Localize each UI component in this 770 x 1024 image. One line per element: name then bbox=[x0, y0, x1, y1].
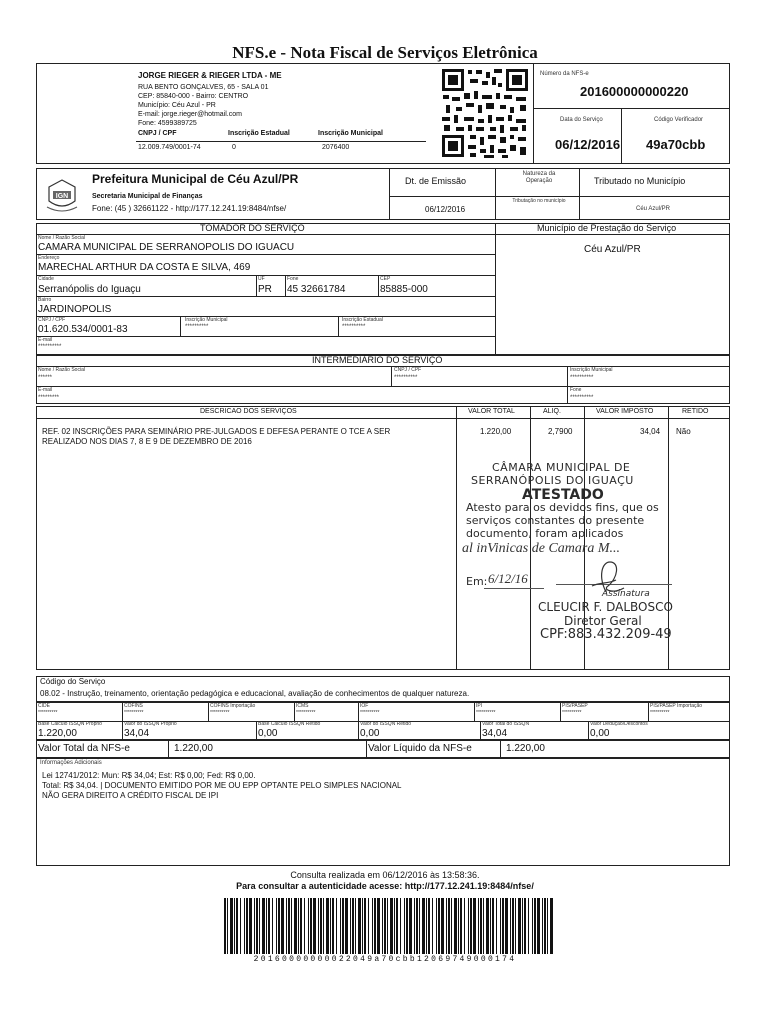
emitente-cnpj: 12.009.749/0001-74 bbox=[138, 144, 201, 151]
imposto-cofins: ********** bbox=[124, 710, 144, 716]
dt-emissao-label: Dt. de Emissão bbox=[405, 176, 467, 186]
municipio-prestacao-header: Município de Prestação do Serviço bbox=[537, 223, 677, 233]
servicos-header-retido: RETIDO bbox=[682, 408, 709, 415]
data-servico-label: Data do Serviço bbox=[560, 117, 603, 123]
emitente-fone: Fone: 4599389725 bbox=[138, 120, 197, 127]
carimbo-em-label: Em: bbox=[466, 575, 488, 588]
tomador-uf: PR bbox=[258, 284, 272, 295]
svg-text:IGN: IGN bbox=[55, 193, 69, 200]
tomador-ie-label: Inscrição Estadual bbox=[342, 317, 383, 323]
intermediario-fone: ********** bbox=[570, 395, 594, 401]
imposto-icms-label: ICMS bbox=[296, 703, 309, 709]
carimbo-l6: documento, foram aplicados bbox=[466, 527, 624, 540]
emitente-im: 2076400 bbox=[322, 144, 350, 151]
prefeitura-brasao-icon bbox=[45, 177, 79, 213]
imposto-ipi: ********** bbox=[476, 710, 496, 716]
deducoes: 0,00 bbox=[590, 728, 610, 739]
imposto-pis-imp-label: PIS/PASEP Importação bbox=[650, 703, 703, 709]
municipio-prestacao: Céu Azul/PR bbox=[584, 244, 641, 255]
emitente-im-label: Inscrição Municipal bbox=[318, 130, 383, 137]
natureza-label: Natureza da Operação bbox=[522, 171, 556, 184]
imposto-pis-label: PIS/PASEP bbox=[562, 703, 588, 709]
servicos-header-descricao: DESCRICAO DOS SERVIÇOS bbox=[200, 408, 297, 415]
tomador-nome-label: Nome / Razão Social bbox=[38, 235, 85, 241]
intermediario-nome-label: Nome / Razão Social bbox=[38, 367, 85, 373]
emitente-municipio: Município: Céu Azul - PR bbox=[138, 102, 216, 109]
servico-descricao-l2: REALIZADO NOS DIAS 7, 8 E 9 DE DEZEMBRO DE 2016 bbox=[42, 437, 252, 446]
valor-issqn-label: Valor do ISSQN Próprio bbox=[124, 721, 177, 727]
tomador-bairro: JARDINOPOLIS bbox=[38, 304, 112, 315]
intermediario-nome: ****** bbox=[38, 375, 53, 381]
liquido-nfse: 1.220,00 bbox=[506, 743, 545, 754]
codigo-servico-texto: 08.02 - Instrução, treinamento, orientação pedagógica e educacional, avaliação de conhecimentos de qualquer natureza. bbox=[40, 689, 470, 698]
servico-valor-total: 1.220,00 bbox=[480, 427, 512, 436]
carimbo-l5: serviços constantes do presente bbox=[466, 514, 645, 527]
imposto-ipi-label: IPI bbox=[476, 703, 483, 709]
info-label: Informações Adicionais bbox=[40, 760, 102, 766]
consulta-realizada: Consulta realizada em 06/12/2016 às 13:58:36. bbox=[290, 870, 480, 880]
carimbo-cpf: CPF:883.432.209-49 bbox=[540, 627, 672, 642]
carimbo-em-data: 6/12/16 bbox=[488, 571, 528, 586]
tomador-cidade: Serranópolis do Iguaçu bbox=[38, 284, 141, 295]
barcode-number: 20160000000022049a70cbb12069749000174 bbox=[253, 955, 517, 964]
tomador-fone: 45 32661784 bbox=[287, 284, 346, 295]
imposto-cide-label: CIDE bbox=[38, 703, 50, 709]
servico-descricao-l1: REF. 02 INSCRIÇÕES PARA SEMINÁRIO PRE-JULGADOS E DEFESA PERANTE O TCE A SER bbox=[42, 427, 391, 436]
tomador-im-label: Inscrição Municipal bbox=[185, 317, 228, 323]
emitente-ie: 0 bbox=[232, 144, 236, 151]
numero-nfse: 201600000000220 bbox=[580, 84, 689, 99]
servicos-header-imposto: VALOR IMPOSTO bbox=[596, 408, 654, 415]
intermediario-fone-label: Fone bbox=[570, 387, 582, 393]
codigo-verificador: 49a70cbb bbox=[646, 137, 706, 152]
tributacao-municipio: Céu Azul/PR bbox=[636, 206, 671, 212]
imposto-cofins-imp-label: COFINS Importação bbox=[210, 703, 256, 709]
base-retido-label: Base Cálculo ISSQN Retido bbox=[258, 721, 321, 727]
imposto-pis: ********** bbox=[562, 710, 582, 716]
servico-retido: Não bbox=[676, 427, 691, 436]
carimbo-nome: CLEUCIR F. DALBOSCO bbox=[538, 600, 673, 614]
carimbo-assinatura-label: Assinatura bbox=[602, 589, 650, 599]
tomador-bairro-label: Bairro bbox=[38, 297, 52, 303]
tomador-cidade-label: Cidade bbox=[38, 276, 54, 282]
tomador-im: ********** bbox=[185, 324, 209, 330]
info-l1: Lei 12741/2012: Mun: R$ 34,04; Est: R$ 0,00; Fed: R$ 0,00. bbox=[42, 771, 256, 780]
servico-valor-imposto: 34,04 bbox=[640, 427, 661, 436]
base-retido: 0,00 bbox=[258, 728, 278, 739]
tomador-email: ********** bbox=[38, 344, 62, 350]
imposto-iof: ********** bbox=[360, 710, 380, 716]
emitente-cnpj-label: CNPJ / CPF bbox=[138, 130, 177, 137]
imposto-icms: ********** bbox=[296, 710, 316, 716]
servicos-header-valor: VALOR TOTAL bbox=[468, 408, 515, 415]
imposto-cofins-label: COFINS bbox=[124, 703, 143, 709]
tomador-endereco: MARECHAL ARTHUR DA COSTA E SILVA, 469 bbox=[38, 262, 251, 273]
tomador-nome: CAMARA MUNICIPAL DE SERRANOPOLIS DO IGUACU bbox=[38, 242, 295, 253]
tomador-cnpj-label: CNPJ / CPF bbox=[38, 317, 66, 323]
imposto-cide: ********** bbox=[38, 710, 58, 716]
valor-total-issqn-label: Valor Total do ISSQN bbox=[482, 721, 530, 727]
info-l3: NÃO GERA DIREITO A CRÉDITO FISCAL DE IPI bbox=[42, 791, 219, 800]
base-issqn-label: Base Cálculo ISSQN Próprio bbox=[38, 721, 102, 727]
imposto-cofins-imp: ********** bbox=[210, 710, 230, 716]
barcode-icon bbox=[224, 898, 554, 954]
qr-code-icon bbox=[440, 67, 530, 159]
tomador-cep-label: CEP bbox=[380, 276, 391, 282]
intermediario-im-label: Inscrição Municipal bbox=[570, 367, 613, 373]
valor-retido: 0,00 bbox=[360, 728, 380, 739]
total-nfse-label: Valor Total da NFS-e bbox=[38, 743, 130, 754]
data-servico: 06/12/2016 bbox=[555, 137, 621, 152]
autenticidade-link[interactable]: Para consultar a autenticidade acesse: http://177.12.241.19:8484/nfse/ bbox=[236, 881, 534, 891]
intermediario-cnpj: ********** bbox=[394, 375, 418, 381]
valor-issqn: 34,04 bbox=[124, 728, 150, 739]
valor-retido-label: Valor do ISSQN Retido bbox=[360, 721, 412, 727]
numero-nfse-label: Número da NFS-e bbox=[540, 71, 589, 77]
tomador-uf-label: UF bbox=[258, 276, 265, 282]
natureza-operacao: Tributado no Município bbox=[594, 176, 686, 186]
deducoes-label: Valor Dedução/Descontos bbox=[590, 721, 648, 727]
liquido-nfse-label: Valor Líquido da NFS-e bbox=[368, 743, 472, 754]
codigo-verificador-label: Código Verificador bbox=[654, 117, 704, 123]
tomador-cep: 85885-000 bbox=[380, 284, 428, 295]
carimbo-l4: Atesto para os devidos fins, que os bbox=[466, 501, 659, 514]
info-l2: Total: R$ 34,04. | DOCUMENTO EMITIDO POR ME OU EPP OPTANTE PELO SIMPLES NACIONAL bbox=[42, 781, 402, 790]
emitente-nome: JORGE RIEGER & RIEGER LTDA - ME bbox=[138, 71, 282, 80]
intermediario-header: INTERMEDIÁRIO DO SERVIÇO bbox=[312, 355, 443, 365]
codigo-servico-label: Código do Serviço bbox=[40, 677, 106, 686]
tomador-ie: ********** bbox=[342, 324, 366, 330]
prefeitura-fone: Fone: (45 ) 32661122 - http://177.12.241.19:8484/nfse/ bbox=[92, 204, 287, 213]
prefeitura-secretaria: Secretaria Municipal de Finanças bbox=[92, 193, 203, 200]
tomador-fone-label: Fone bbox=[287, 276, 299, 282]
intermediario-email-label: E-mail bbox=[38, 387, 53, 393]
tomador-endereco-label: Endereço bbox=[38, 255, 60, 261]
emitente-endereco: RUA BENTO GONÇALVES, 65 - SALA 01 bbox=[138, 84, 269, 91]
tributacao-label: Tributação no município bbox=[512, 198, 566, 204]
emitente-ie-label: Inscrição Estadual bbox=[228, 130, 290, 137]
carimbo-cargo: Diretor Geral bbox=[564, 614, 642, 628]
carimbo-l2: SERRANÓPOLIS DO IGUAÇU bbox=[471, 474, 634, 487]
carimbo-l1: CÂMARA MUNICIPAL DE bbox=[492, 461, 631, 474]
total-nfse: 1.220,00 bbox=[174, 743, 213, 754]
emitente-cep: CEP: 85840-000 - Bairro: CENTRO bbox=[138, 93, 249, 100]
tomador-cnpj: 01.620.534/0001-83 bbox=[38, 324, 128, 335]
imposto-iof-label: IOF bbox=[360, 703, 369, 709]
page-title: NFS.e - Nota Fiscal de Serviços Eletrônica bbox=[232, 43, 538, 62]
servicos-header-aliq: ALIQ. bbox=[543, 408, 561, 415]
dt-emissao: 06/12/2016 bbox=[425, 205, 466, 214]
intermediario-cnpj-label: CNPJ / CPF bbox=[394, 367, 422, 373]
intermediario-email: ********* bbox=[38, 395, 60, 401]
valor-total-issqn: 34,04 bbox=[482, 728, 508, 739]
prefeitura-nome: Prefeitura Municipal de Céu Azul/PR bbox=[92, 172, 299, 186]
servico-aliq: 2,7900 bbox=[548, 427, 573, 436]
intermediario-im: ********** bbox=[570, 375, 594, 381]
tomador-email-label: E-mail bbox=[38, 337, 53, 343]
carimbo-atestado: ATESTADO bbox=[522, 487, 604, 503]
emitente-email: E-mail: jorge.rieger@hotmail.com bbox=[138, 111, 242, 118]
carimbo-manuscrito: al inVinicas de Camara M... bbox=[462, 541, 621, 556]
base-issqn: 1.220,00 bbox=[38, 728, 77, 739]
tomador-header: TOMADOR DO SERVIÇO bbox=[200, 223, 305, 233]
imposto-pis-imp: ********** bbox=[650, 710, 670, 716]
